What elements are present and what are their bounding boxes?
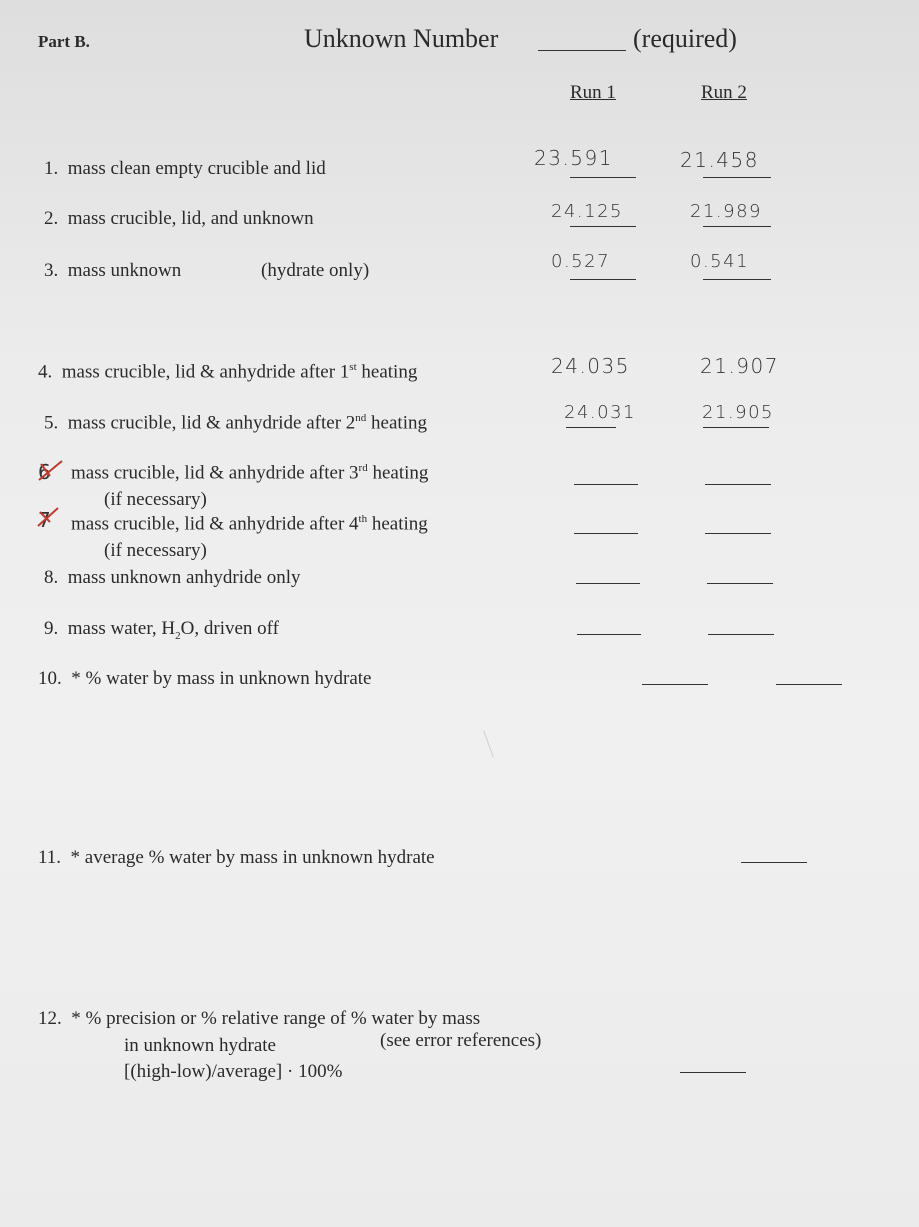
row-label: * % precision or % relative range of % water by mass [71, 1008, 481, 1029]
run1-underline [570, 177, 636, 178]
run2-blank[interactable] [707, 583, 773, 584]
run1-header: Run 1 [570, 82, 616, 103]
row-12-note: (see error references) [380, 1030, 542, 1051]
row-label: mass crucible, lid & anhydride after 3 [71, 462, 359, 484]
row-6-number-crossed [38, 460, 51, 484]
run2-header: Run 2 [701, 82, 747, 103]
row-number: 8. [44, 567, 59, 588]
run1-value: 24.035 [551, 354, 630, 378]
precision-blank[interactable] [680, 1072, 746, 1073]
row-label-end: heating [356, 361, 418, 383]
run2-value: 21.989 [690, 201, 762, 222]
row-10 [38, 668, 372, 690]
run1-underline [566, 427, 616, 428]
row-8 [44, 567, 300, 589]
run1-underline [570, 226, 636, 227]
row-number: 3. [44, 260, 59, 281]
row-4 [38, 361, 417, 383]
paper-crease [483, 731, 494, 758]
run1-blank[interactable] [577, 634, 641, 635]
run2-blank[interactable] [705, 533, 771, 534]
row-7-note: (if necessary) [104, 540, 207, 561]
row-label: mass crucible, lid, and unknown [67, 208, 314, 229]
unknown-number-blank[interactable] [538, 50, 626, 51]
row-number: 6 [38, 460, 51, 484]
ordinal-suffix: rd [358, 462, 368, 474]
row-label: mass crucible, lid & anhydride after 4 [71, 513, 359, 535]
row-number: 9. [44, 618, 59, 639]
row-7 [71, 513, 428, 535]
row-label: mass crucible, lid & anhydride after 2 [67, 412, 356, 434]
row-3 [44, 260, 181, 282]
unknown-number-title: Unknown Number [304, 24, 499, 53]
row-12 [38, 1008, 480, 1030]
part-label: Part B. [38, 32, 90, 51]
average-blank[interactable] [741, 862, 807, 863]
row-label: mass water, H [67, 618, 176, 639]
row-label: mass clean empty crucible and lid [67, 158, 326, 179]
row-number: 4. [38, 361, 53, 383]
run2-blank[interactable] [776, 684, 842, 685]
ordinal-suffix: nd [355, 412, 367, 424]
run1-blank[interactable] [574, 484, 638, 485]
row-6-note: (if necessary) [104, 489, 207, 510]
run2-value: 21.905 [702, 402, 774, 423]
subscript: 2 [175, 629, 181, 642]
row-label-end: heating [367, 462, 429, 484]
row-number: 5. [44, 412, 59, 434]
row-label-end: heating [367, 513, 428, 535]
row-6 [71, 462, 428, 484]
run1-value: 24.031 [564, 402, 636, 423]
row-number: 2. [44, 208, 59, 229]
row-12-formula: [(high-low)/average] · 100% [124, 1061, 343, 1082]
row-number: 12. [38, 1008, 62, 1029]
row-1 [44, 158, 326, 180]
ordinal-suffix: th [358, 513, 368, 525]
run1-blank[interactable] [574, 533, 638, 534]
run1-value: 23.591 [534, 146, 613, 170]
row-number: 11. [38, 847, 62, 868]
row-9 [44, 618, 279, 642]
row-5 [44, 412, 427, 434]
row-number: 1. [44, 158, 59, 179]
row-note: (hydrate only) [261, 260, 370, 281]
row-number: 10. [38, 668, 62, 689]
ordinal-suffix: st [349, 361, 357, 373]
run2-blank[interactable] [705, 484, 771, 485]
row-7-number-crossed [38, 508, 51, 533]
row-label-end: heating [366, 412, 427, 434]
row-label: mass unknown [67, 260, 182, 281]
run1-value: 24.125 [551, 201, 623, 222]
run2-underline [703, 279, 771, 280]
red-cross-mark-icon [36, 458, 66, 484]
run2-underline [703, 427, 769, 428]
row-label-end: O, driven off [180, 618, 279, 639]
row-12-line2: in unknown hydrate [124, 1035, 276, 1056]
run1-value: 0.527 [551, 251, 611, 272]
row-label: * average % water by mass in unknown hydrate [70, 847, 435, 868]
run1-blank[interactable] [576, 583, 640, 584]
run2-value: 0.541 [690, 251, 750, 272]
red-cross-mark-icon [36, 506, 66, 532]
row-2 [44, 208, 314, 230]
run2-value: 21.907 [700, 354, 779, 378]
row-number: 7 [38, 508, 51, 532]
run2-underline [703, 177, 771, 178]
row-label: mass crucible, lid & anhydride after 1 [61, 361, 350, 383]
run1-underline [570, 279, 636, 280]
run2-underline [703, 226, 771, 227]
row-label: * % water by mass in unknown hydrate [71, 668, 372, 689]
required-label: (required) [633, 24, 737, 53]
row-11 [38, 847, 435, 869]
row-label: mass unknown anhydride only [67, 567, 301, 588]
run2-value: 21.458 [680, 148, 759, 172]
run2-blank[interactable] [708, 634, 774, 635]
run1-blank[interactable] [642, 684, 708, 685]
